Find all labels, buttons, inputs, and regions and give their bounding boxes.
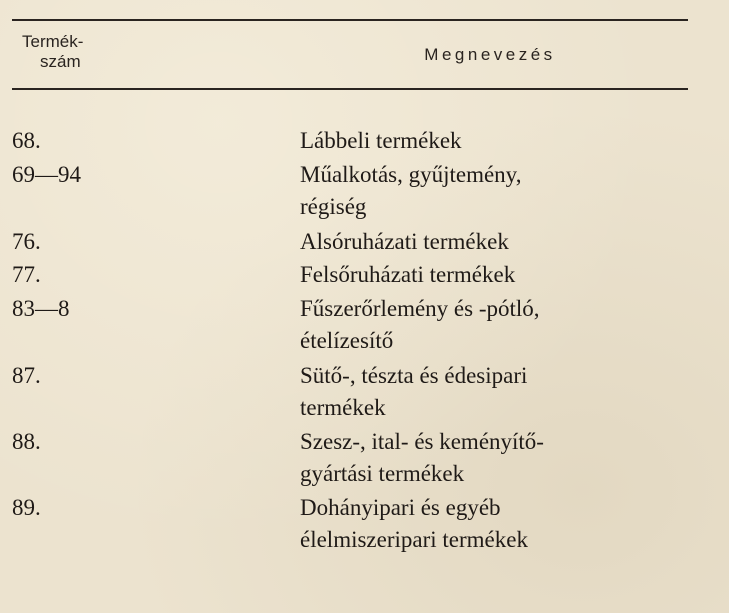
product-name <box>300 159 700 223</box>
product-code: 88. <box>12 429 41 454</box>
product-name <box>300 259 700 291</box>
product-name-line: ételízesítő <box>300 328 394 353</box>
product-name-line: termékek <box>300 395 386 420</box>
product-code: 68. <box>12 128 41 153</box>
product-code: 76. <box>12 229 41 254</box>
header-code-line2: szám <box>40 52 81 71</box>
header-code-line1: Termék- <box>22 32 84 51</box>
product-code: 69—94 <box>12 162 81 187</box>
product-name <box>300 226 700 258</box>
product-name-line: élelmiszeripari termékek <box>300 527 528 552</box>
product-name-line: Dohányipari és egyéb <box>300 495 501 520</box>
product-name-line: Felsőruházati termékek <box>300 262 516 287</box>
product-code: 87. <box>12 363 41 388</box>
product-name-line: gyártási termékek <box>300 461 465 486</box>
product-name-line: Sütő-, tészta és édesipari <box>300 363 528 388</box>
header-name-column: Megnevezés <box>424 45 556 64</box>
product-name <box>300 293 700 357</box>
product-name-line: régiség <box>300 194 367 219</box>
product-name-line: Alsóruházati termékek <box>300 229 509 254</box>
product-name-line: Lábbeli termékek <box>300 128 462 153</box>
product-name-line: Műalkotás, gyűjtemény, <box>300 162 522 187</box>
product-name-line: Fűszerőrlemény és -pótló, <box>300 296 540 321</box>
product-name <box>300 360 700 424</box>
product-code: 83—8 <box>12 296 70 321</box>
product-code: 77. <box>12 262 41 287</box>
product-name <box>300 125 700 157</box>
product-name <box>300 426 700 490</box>
product-code: 89. <box>12 495 41 520</box>
product-name-line: Szesz-, ital- és keményítő- <box>300 429 544 454</box>
product-name <box>300 492 700 556</box>
